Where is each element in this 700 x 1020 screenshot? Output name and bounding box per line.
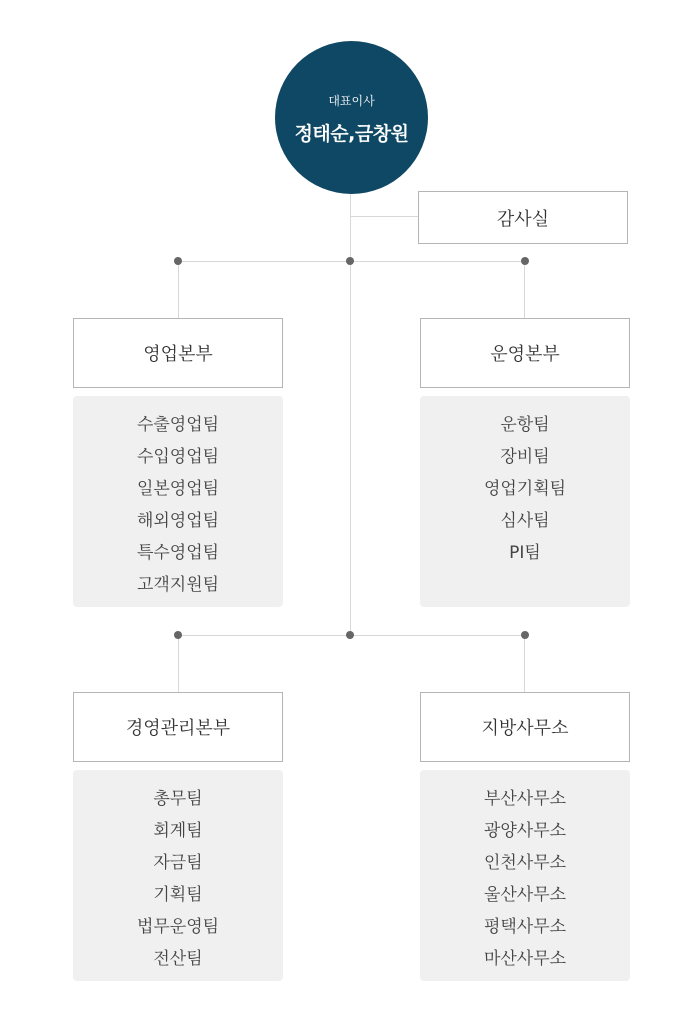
team-item: 일본영업팀 xyxy=(136,479,220,499)
office-item: 부산사무소 xyxy=(483,789,567,809)
office-item: 광양사무소 xyxy=(483,821,567,841)
team-item: 심사팀 xyxy=(500,511,550,531)
division-management-teams xyxy=(73,770,283,981)
junction-dot xyxy=(346,631,354,639)
team-item: 해외영업팀 xyxy=(136,511,220,531)
office-item: 인천사무소 xyxy=(483,853,567,873)
junction-dot xyxy=(174,257,182,265)
team-item: 장비팀 xyxy=(500,447,550,467)
division-regional-teams xyxy=(420,770,630,981)
junction-dot xyxy=(346,257,354,265)
team-item: 자금팀 xyxy=(153,853,203,873)
junction-dot xyxy=(174,631,182,639)
team-item: 법무운영팀 xyxy=(136,917,220,937)
team-item: PI팀 xyxy=(509,543,541,563)
junction-dot xyxy=(521,257,529,265)
division-operations-teams xyxy=(420,396,630,607)
junction-dot xyxy=(521,631,529,639)
audit-connector xyxy=(350,216,418,217)
office-item: 마산사무소 xyxy=(483,949,567,969)
ceo-name: 정태순,금창원 xyxy=(294,122,409,145)
audit-office-box: 감사실 xyxy=(418,191,628,244)
division-operations-box: 운영본부 xyxy=(420,318,630,388)
team-item: 수출영업팀 xyxy=(136,415,220,435)
team-item: 전산팀 xyxy=(153,949,203,969)
ceo-node xyxy=(275,41,428,194)
upper-left-drop xyxy=(178,261,179,318)
team-item: 수입영업팀 xyxy=(136,447,220,467)
division-management-box: 경영관리본부 xyxy=(73,692,283,762)
team-item: 영업기획팀 xyxy=(483,479,567,499)
division-sales-teams xyxy=(73,396,283,607)
team-item: 총무팀 xyxy=(153,789,203,809)
division-sales-box: 영업본부 xyxy=(73,318,283,388)
office-item: 평택사무소 xyxy=(483,917,567,937)
team-item: 운항팀 xyxy=(500,415,550,435)
upper-right-drop xyxy=(524,261,525,318)
team-item: 특수영업팀 xyxy=(136,543,220,563)
lower-right-drop xyxy=(524,635,525,692)
division-regional-box: 지방사무소 xyxy=(420,692,630,762)
office-item: 울산사무소 xyxy=(483,885,567,905)
ceo-title: 대표이사 xyxy=(328,93,375,108)
team-item: 회계팀 xyxy=(153,821,203,841)
team-item: 고객지원팀 xyxy=(136,575,220,595)
lower-left-drop xyxy=(178,635,179,692)
team-item: 기획팀 xyxy=(153,885,203,905)
